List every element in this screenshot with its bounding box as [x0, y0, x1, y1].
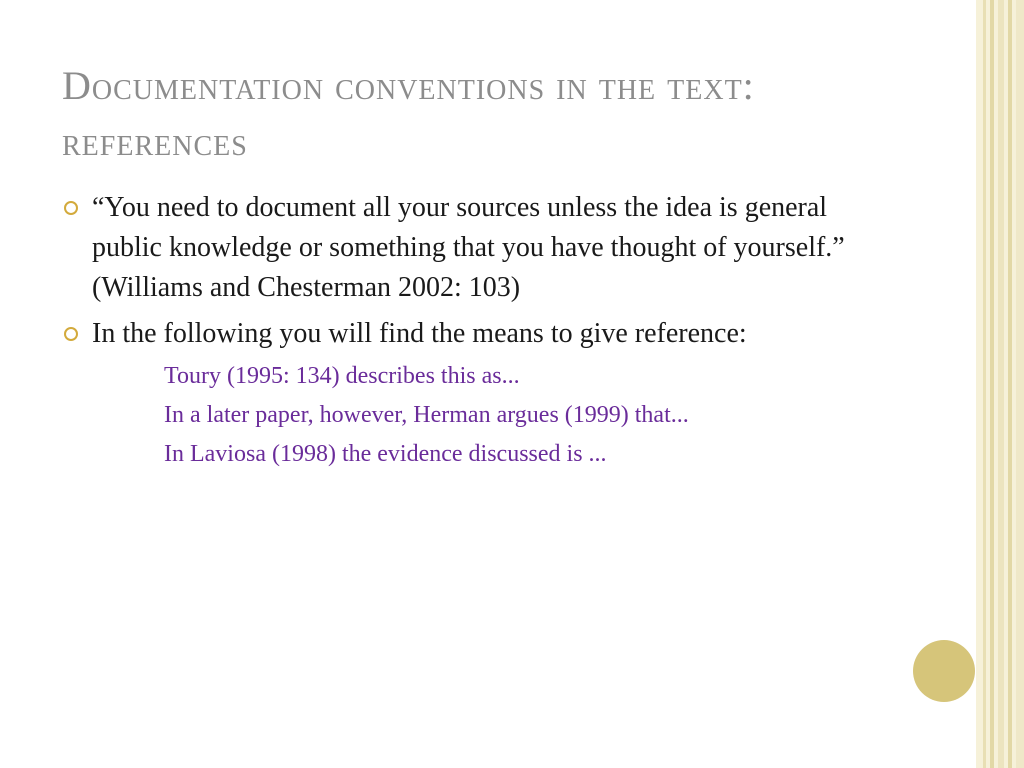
- reference-examples: [92, 360, 862, 471]
- decorative-stripe: [1008, 0, 1012, 768]
- bullet-item: [62, 188, 862, 308]
- bullet-text: In the following you will find the means to give reference:: [92, 318, 747, 349]
- reference-example: In a later paper, however, Herman argues (1999) that...: [164, 402, 689, 428]
- decorative-stripe: [1016, 0, 1024, 768]
- bullet-text: “You need to document all your sources unless the idea is general public knowledge or something that you have thought of yourself.” (Williams and Chesterman 2002: 103): [92, 192, 845, 303]
- slide-content: [62, 188, 862, 477]
- reference-example: Toury (1995: 134) describes this as...: [164, 363, 520, 389]
- ring-bullet-icon: [64, 327, 78, 341]
- bullet-item: [62, 314, 862, 354]
- reference-example: In Laviosa (1998) the evidence discussed is ...: [164, 441, 607, 467]
- decorative-stripe: [990, 0, 994, 768]
- decorative-stripe: [983, 0, 986, 768]
- gold-circle-icon: [913, 640, 975, 702]
- decorative-stripe: [998, 0, 1004, 768]
- slide-title: Documentation conventions in the text: references: [62, 63, 755, 164]
- ring-bullet-icon: [64, 201, 78, 215]
